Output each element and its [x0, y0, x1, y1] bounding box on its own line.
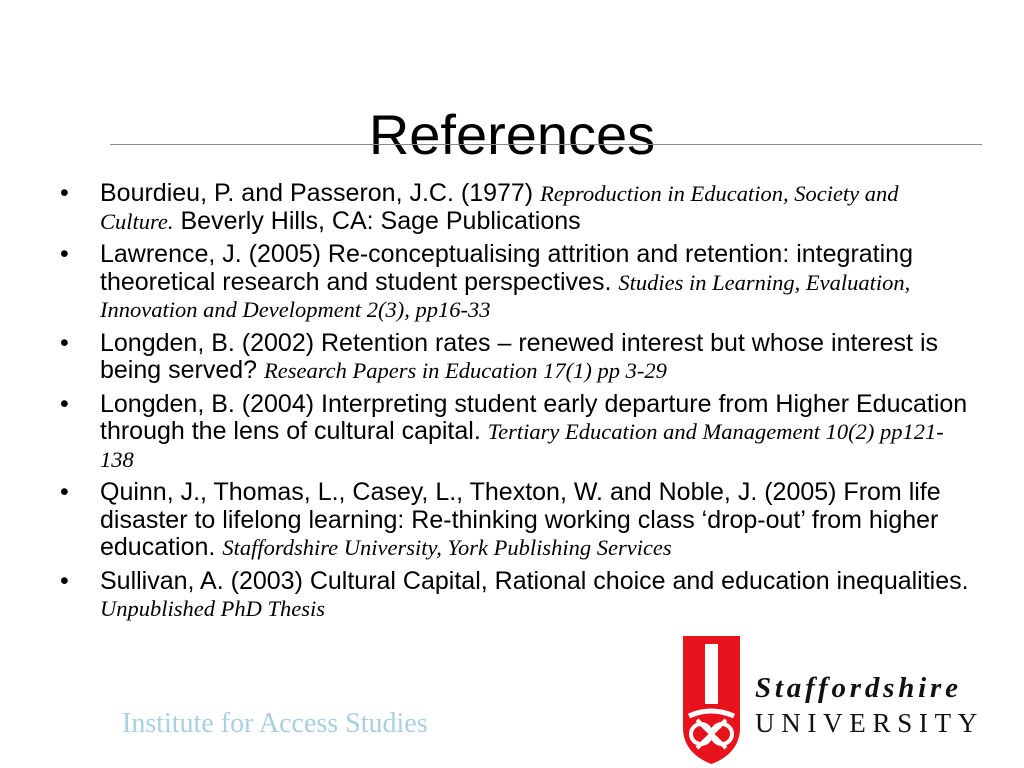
reference-text: Bourdieu, P. and Passeron, J.C. (1977): [100, 179, 541, 207]
bullet: •: [60, 478, 69, 506]
title-divider: [110, 144, 982, 145]
bullet: •: [60, 389, 69, 418]
reference-text: Longden, B. (2002) Retention rates – renewed interest but whose interest is being served?: [100, 328, 939, 384]
references-list: [58, 180, 973, 629]
reference-item: [58, 330, 973, 385]
footer-institute-name: Institute for Access Studies: [122, 708, 428, 739]
reference-text: Lawrence, J. (2005) Re-conceptualising attrition and retention: integrating theoretical research and student perspectives.: [100, 240, 913, 296]
reference-source: Research Papers in Education 17(1) pp 3-29: [264, 358, 667, 383]
slide-title: References: [368, 102, 656, 166]
staffordshire-knot-shield-icon: [683, 636, 740, 764]
reference-source: Reproduction in Education, Society and Culture.: [100, 181, 899, 234]
staffordshire-university-logo: [683, 636, 988, 764]
logo-university-text: UNIVERSITY: [755, 708, 984, 738]
reference-source: Studies in Learning, Evaluation, Innovation and Development 2(3), pp16-33: [100, 269, 911, 322]
bullet: •: [60, 240, 69, 268]
reference-item: [58, 479, 973, 562]
reference-source: Tertiary Education and Management 10(2) pp121-138: [100, 419, 944, 472]
reference-source: Staffordshire University, York Publishing Services: [222, 535, 672, 560]
reference-item: [58, 180, 973, 235]
reference-item: [58, 241, 973, 324]
reference-item: [58, 391, 973, 474]
reference-text: Longden, B. (2004) Interpreting student early departure from Higher Education through the lens of cultural capital.: [100, 389, 968, 445]
reference-text: Sullivan, A. (2003) Cultural Capital, Rational choice and education inequalities.: [100, 566, 969, 595]
reference-tail: Beverly Hills, CA: Sage Publications: [173, 206, 581, 235]
reference-source: Unpublished PhD Thesis: [100, 596, 325, 621]
reference-text: Quinn, J., Thomas, L., Casey, L., Thexton, W. and Noble, J. (2005) From life disaster to lifelong learning: Re-thinking working class ‘drop-out’ from higher education.: [100, 478, 941, 561]
bullet: •: [60, 328, 69, 357]
bullet: •: [60, 179, 69, 207]
logo-name-text: Staffordshire: [755, 672, 962, 704]
bullet: •: [60, 566, 69, 595]
reference-item: [58, 568, 973, 623]
